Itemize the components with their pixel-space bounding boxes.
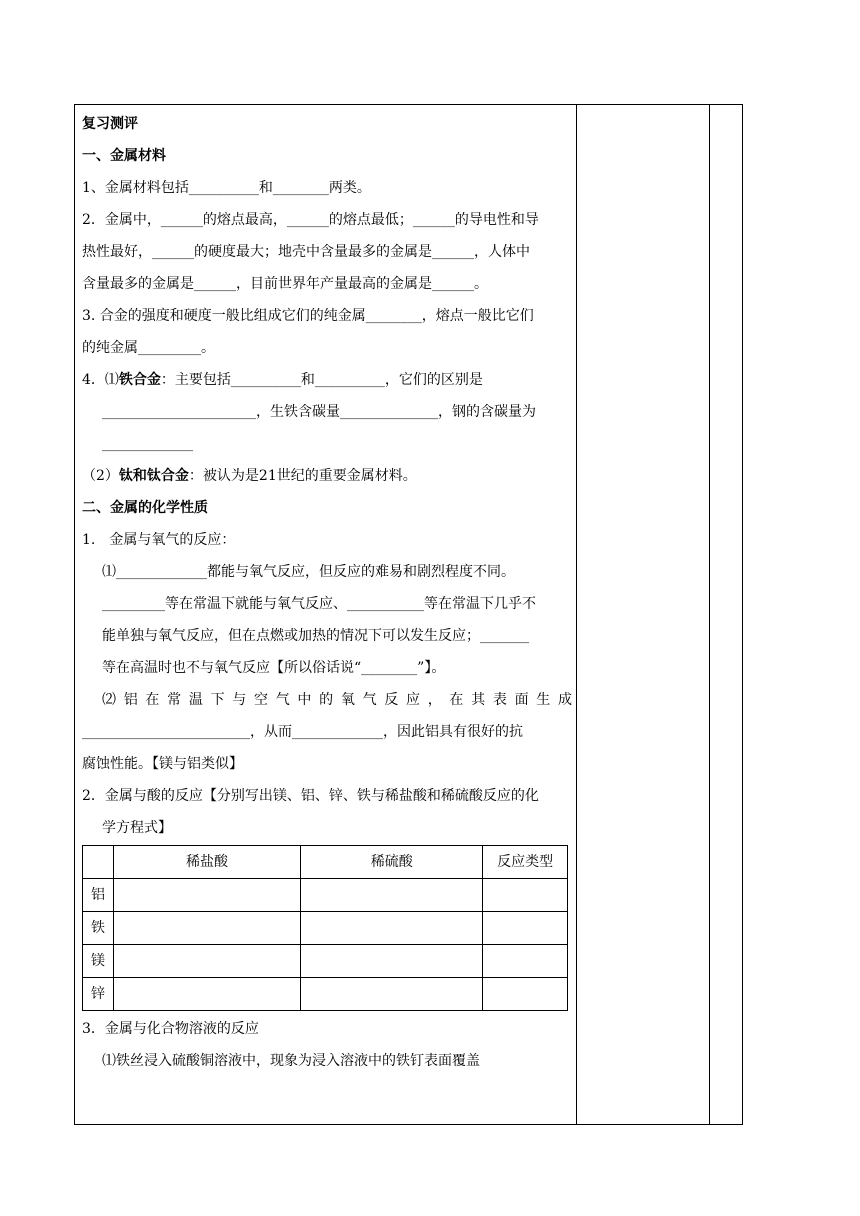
section-3-title: 3．金属与化合物溶液的反应	[82, 1021, 259, 1037]
table-row	[83, 978, 568, 1011]
frame-top-border	[74, 104, 743, 105]
table-cell[interactable]	[113, 978, 300, 1011]
section-2-line-1: 2．金属与酸的反应【分别写出镁、铝、锌、铁与稀盐酸和稀硫酸反应的化	[82, 788, 539, 804]
table-header-cell: 稀盐酸	[113, 846, 300, 879]
table-header-cell: 稀硫酸	[301, 846, 483, 879]
section-1-a-line-3: 能单独与氧气反应，但在点燃或加热的情况下可以发生反应；_______	[102, 628, 529, 644]
table-cell[interactable]	[301, 945, 483, 978]
section-1-title: 1. 金属与氧气的反应：	[82, 532, 236, 548]
acid-reaction-table	[82, 845, 568, 1011]
section-3-a-line-1: ⑴铁丝浸入硫酸铜溶液中，现象为浸入溶液中的铁钉表面覆盖	[102, 1053, 480, 1069]
table-cell[interactable]	[483, 978, 568, 1011]
table-row	[83, 912, 568, 945]
table-row-label: 铝	[83, 879, 114, 912]
question-4-rest: ：主要包括__________和__________，它们的区别是	[160, 372, 483, 388]
table-cell[interactable]	[113, 912, 300, 945]
section-title: 复习测评	[82, 116, 138, 132]
question-4b-line	[82, 460, 572, 492]
table-cell[interactable]	[113, 945, 300, 978]
frame-left-border	[74, 104, 75, 1125]
question-4-prefix: 4．⑴	[82, 372, 119, 388]
question-2-line-3: 含量最多的金属是______，目前世界年产量最高的金属是______。	[82, 276, 488, 292]
table-row-label: 镁	[83, 945, 114, 978]
frame-bottom-border	[74, 1124, 743, 1125]
section-1-a-line-1: ⑴_____________都能与氧气反应，但反应的难易和剧烈程度不同。	[102, 564, 515, 580]
part1-heading: 一、金属材料	[82, 148, 166, 164]
section-1-b-line-1: ⑵铝在常温下与空气中的氧气反应，在其表面生成	[102, 692, 572, 708]
table-header-cell: 反应类型	[483, 846, 568, 879]
question-4-line-3: _____________	[102, 436, 193, 452]
question-3-line-1: 3. 合金的强度和硬度一般比组成它们的纯金属________，熔点一般比它们	[82, 308, 534, 324]
section-1-b-line-3: 腐蚀性能。【镁与铝类似】	[82, 756, 243, 772]
question-3-line-2: 的纯金属_________。	[82, 340, 215, 356]
section-1-a-line-2: _________等在常温下就能与氧气反应、___________等在常温下几乎不	[102, 596, 536, 612]
frame-divider-2	[709, 104, 710, 1125]
table-cell[interactable]	[113, 879, 300, 912]
table-row	[83, 879, 568, 912]
table-cell[interactable]	[301, 912, 483, 945]
question-4b-prefix: （2）	[82, 468, 119, 484]
table-header-cell	[83, 846, 114, 879]
frame-right-border	[742, 104, 743, 1125]
question-4-line-1	[82, 364, 572, 396]
question-4b-term: 钛和钛合金	[118, 468, 189, 484]
table-cell[interactable]	[301, 879, 483, 912]
table-row	[83, 945, 568, 978]
question-2-line-2: 热性最好，______的硬度最大；地壳中含量最多的金属是______，人体中	[82, 244, 530, 260]
table-cell[interactable]	[301, 978, 483, 1011]
question-2-line-1: 2．金属中，______的熔点最高，______的熔点最低；______的导电性和导	[82, 212, 539, 228]
section-1-b-line-2: ________________________，从而_____________，因此铝具有很好的抗	[82, 724, 523, 740]
frame-divider-1	[576, 104, 577, 1125]
question-1: 1、金属材料包括__________和________两类。	[82, 180, 371, 196]
part2-heading: 二、金属的化学性质	[82, 500, 208, 516]
question-4-term: 铁合金	[118, 372, 161, 388]
section-1-a-line-4: 等在高温时也不与氧气反应【所以俗话说“________”】。	[102, 660, 446, 676]
section-2-line-2: 学方程式】	[102, 820, 172, 836]
table-cell[interactable]	[483, 945, 568, 978]
table-row-label: 铁	[83, 912, 114, 945]
table-row-label: 锌	[83, 978, 114, 1011]
question-4b-rest: ：被认为是21世纪的重要金属材料。	[188, 468, 417, 484]
table-header-row	[83, 846, 568, 879]
table-cell[interactable]	[483, 879, 568, 912]
main-content-cell	[82, 108, 572, 1077]
table-cell[interactable]	[483, 912, 568, 945]
question-4-line-2: ______________________，生铁含碳量______________，钢的含碳量为	[102, 404, 536, 420]
